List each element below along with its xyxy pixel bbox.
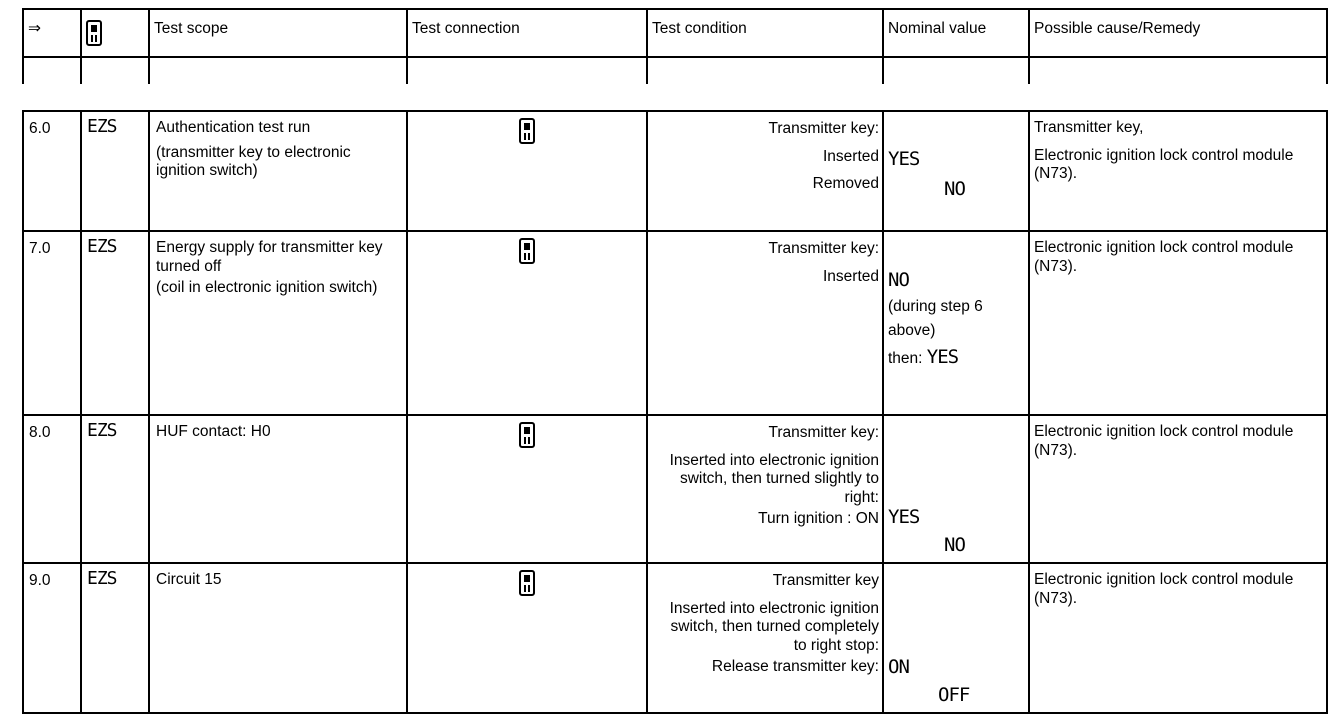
cause-line: Electronic ignition lock control module (N73). (1034, 571, 1294, 607)
blank-cell (883, 57, 1029, 84)
tester-icon (519, 422, 535, 448)
nominal-yes: YES (888, 148, 920, 170)
nominal-value (883, 111, 1029, 231)
nominal-off: OFF (938, 684, 970, 706)
test-scope (149, 415, 407, 563)
scope-line: Energy supply for transmitter key turned off (156, 239, 383, 275)
condition-line: Transmitter key (772, 572, 879, 589)
condition-line: Transmitter key: (768, 120, 879, 137)
possible-cause (1029, 111, 1327, 231)
nominal-then-label: then: (888, 350, 923, 368)
header-test-condition: Test condition (647, 9, 883, 57)
cause-line: Transmitter key, (1034, 119, 1144, 136)
possible-cause (1029, 231, 1327, 415)
test-connection (407, 415, 647, 563)
tester-icon (519, 570, 535, 596)
test-condition (647, 563, 883, 713)
test-connection (407, 111, 647, 231)
system-code: EZS (81, 415, 149, 563)
header-test-connection: Test connection (407, 9, 647, 57)
table-row (23, 563, 1327, 713)
header-possible-cause: Possible cause/Remedy (1029, 9, 1327, 57)
arrow-header: ⇒ (23, 9, 81, 57)
test-scope (149, 231, 407, 415)
test-condition (647, 111, 883, 231)
step-number: 8.0 (23, 415, 81, 563)
blank-cell (149, 57, 407, 84)
scope-line: HUF contact: H0 (156, 423, 271, 440)
scope-line: (coil in electronic ignition switch) (156, 279, 378, 297)
test-scope (149, 111, 407, 231)
step-number: 7.0 (23, 231, 81, 415)
test-connection (407, 231, 647, 415)
nominal-yes: YES (888, 506, 920, 528)
nominal-no: NO (944, 534, 965, 556)
condition-line: Removed (812, 175, 879, 193)
step-number: 6.0 (23, 111, 81, 231)
header-nominal-value: Nominal value (883, 9, 1029, 57)
nominal-note: above) (888, 322, 936, 340)
possible-cause (1029, 415, 1327, 563)
condition-line: Release transmitter key: (711, 658, 879, 676)
nominal-yes: YES (926, 346, 959, 369)
test-connection (407, 563, 647, 713)
tester-icon (86, 20, 102, 46)
test-scope (149, 563, 407, 713)
condition-line: Inserted into electronic ignition switch, then turned slightly to right: (669, 451, 879, 506)
scope-line: (transmitter key to electronic ignition switch) (156, 143, 351, 180)
header-table (22, 8, 1328, 84)
blank-cell (81, 57, 149, 84)
header-blank-row (23, 57, 1327, 84)
condition-line: Inserted into electronic ignition switch, then turned completely to right stop: (669, 599, 879, 654)
test-condition (647, 415, 883, 563)
test-condition (647, 231, 883, 415)
condition-line: Turn ignition : ON (758, 510, 879, 528)
condition-line: Inserted (822, 267, 879, 285)
scope-line: Circuit 15 (156, 571, 222, 588)
nominal-note: (during step 6 (888, 298, 983, 316)
tester-icon (519, 118, 535, 144)
possible-cause (1029, 563, 1327, 713)
table-row (23, 415, 1327, 563)
scope-line: Authentication test run (156, 119, 311, 136)
blank-cell (23, 57, 81, 84)
table-row (23, 231, 1327, 415)
cause-line: Electronic ignition lock control module (N73). (1034, 239, 1294, 275)
nominal-no: NO (944, 178, 965, 200)
condition-line: Transmitter key: (768, 240, 879, 257)
cause-line: Electronic ignition lock control module (N73). (1034, 423, 1294, 459)
blank-cell (647, 57, 883, 84)
nominal-value (883, 231, 1029, 415)
system-code: EZS (81, 563, 149, 713)
tester-icon (519, 238, 535, 264)
nominal-on: ON (888, 656, 909, 678)
nominal-then (888, 343, 1024, 372)
cause-line: Electronic ignition lock control module (N73). (1034, 146, 1294, 183)
system-code: EZS (81, 231, 149, 415)
condition-line: Inserted (822, 147, 879, 165)
nominal-value (883, 415, 1029, 563)
step-number: 9.0 (23, 563, 81, 713)
condition-line: Transmitter key: (768, 424, 879, 441)
table-row (23, 111, 1327, 231)
header-test-scope: Test scope (149, 9, 407, 57)
header-row (23, 9, 1327, 57)
nominal-no: NO (888, 269, 909, 291)
tester-header-cell (81, 9, 149, 57)
nominal-block (888, 232, 1024, 373)
nominal-value (883, 563, 1029, 713)
blank-cell (407, 57, 647, 84)
system-code: EZS (81, 111, 149, 231)
test-table (22, 110, 1328, 714)
blank-cell (1029, 57, 1327, 84)
